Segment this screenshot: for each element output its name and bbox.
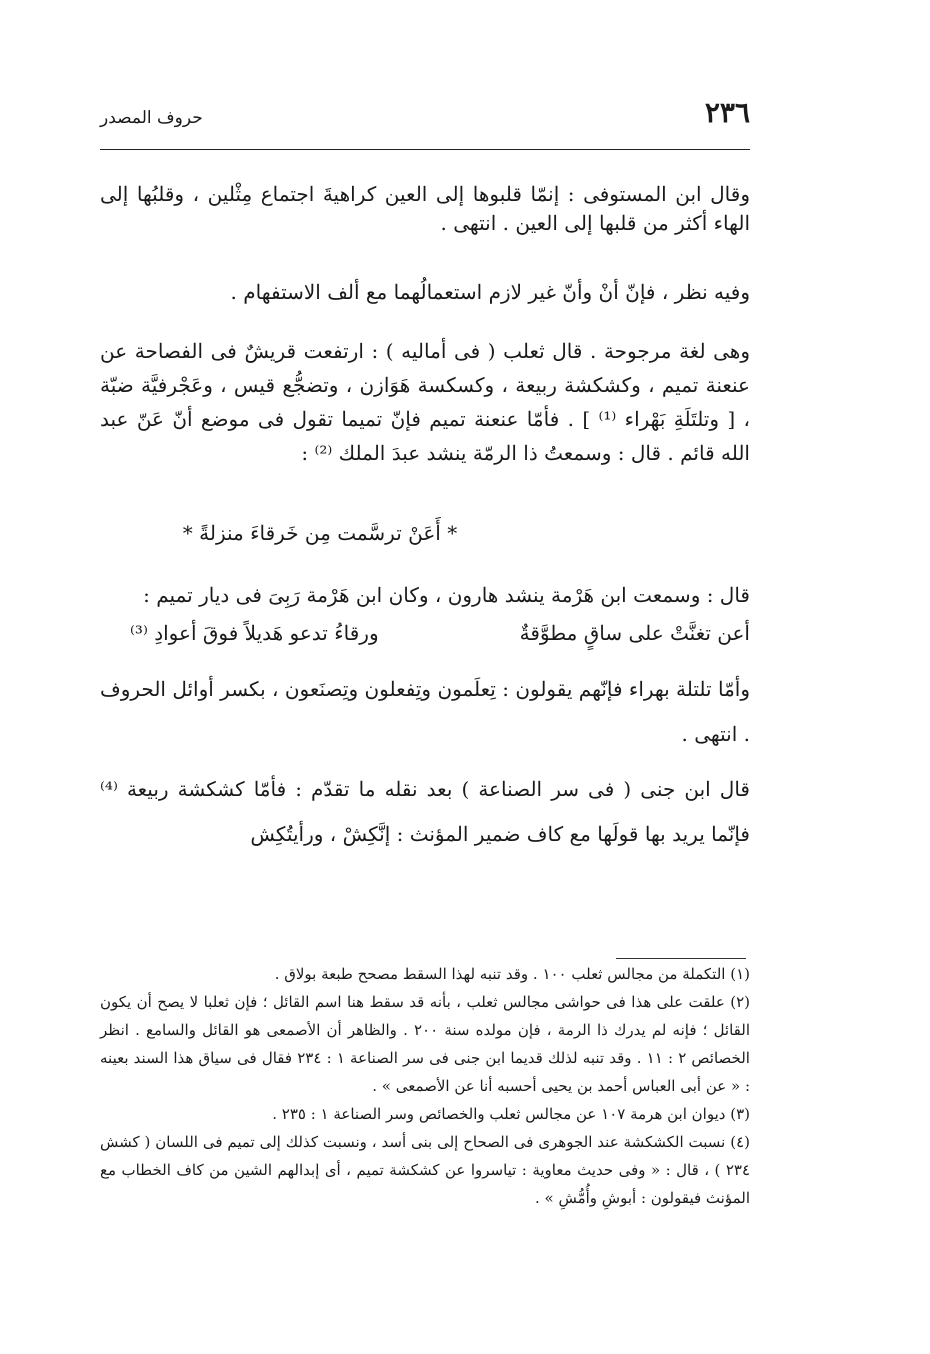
paragraph-4: قال : وسمعت ابن هَرْمة ينشد هارون ، وكان ابن هَرْمة رَبِىَ فى ديار تميم : xyxy=(143,583,750,607)
main-text xyxy=(100,180,750,853)
paragraph-5: وأمّا تلتلة بهراء فإنّهم يقولون : تِعلَمون وتِفعلون وتِصنَعون ، بكسر أوائل الحروف . انتهى . xyxy=(99,677,750,746)
paragraph-1: وقال ابن المستوفى : إنمّا قلبوها إلى العين كراهيةَ اجتماع مِثْلين ، وقلبُها إلى الهاء أكثر من قلبها إلى العين . انتهى . xyxy=(100,182,750,235)
running-title: حروف المصدر xyxy=(100,108,203,128)
page-number: ٢٣٦ xyxy=(704,96,750,129)
header-rule xyxy=(100,149,750,150)
verse-hemistich: * أَعَنْ ترسَّمت مِن خَرقاءَ منزلةً * xyxy=(182,521,458,545)
verse-couplet xyxy=(100,613,750,653)
footnote-3: (٣) ديوان ابن هرمة ١٠٧ عن مجالس ثعلب والخصائص وسر الصناعة ١ : ٢٣٥ . xyxy=(272,1105,750,1123)
couplet-second-hemistich: ورقاءُ تدعو هَديلاً فوقَ أعوادِ ⁽³⁾ xyxy=(130,621,379,645)
paragraph-6: قال ابن جنى ( فى سر الصناعة ) بعد نقله ما تقدّم : فأمّا كشكشة ربيعة ⁽⁴⁾ فإنّما يريد بها قولَها مع كاف ضمير المؤنث : إنَّكِشْ ، ورأيتُكِش xyxy=(100,777,750,846)
footnote-2: (٢) علقت على هذا فى حواشى مجالس ثعلب ، بأنه قد سقط هنا اسم القائل ؛ فإن ثعلبا لا يصح أن يكون القائل ؛ فإنه لم يدرك ذا الرمة ، فإن مولده سنة ٢٠٠ . والظاهر أن الأصمعى هو القائل والسامع . انظر الخصائص ٢ : ١١ . وقد تنبه لذلك قديما ابن جنى فى سر الصناعة ١ : ٢٣٤ فقال فى سياق هذا السند بعينه : « عن أبى العباس أحمد بن يحيى أحسبه أنا عن الأصمعى » . xyxy=(100,993,750,1095)
paragraph-3: وهى لغة مرجوحة . قال ثعلب ( فى أماليه ) : ارتفعت قريشٌ فى الفصاحة عن عنعنة تميم ، وكشكشة ربيعة ، وكسكسة هَوَازن ، وتضجُّع قيس ، وعَجْرفيَّة ضبّة ، [ وتلتَلَةِ بَهْراء ⁽¹⁾ ] . فأمّا عنعنة تميم فإنّ تميما تقول فى موضع أنّ عَنّ عبد الله قائم . قال : وسمعتُ ذا الرمّة ينشد عبدَ الملك ⁽²⁾ : xyxy=(100,339,750,465)
paragraph-2: وفيه نظر ، فإنّ أنْ وأنّ غير لازم استعمالُهما مع ألف الاستفهام . xyxy=(230,280,750,304)
footnote-4: (٤) نسبت الكشكشة عند الجوهرى فى الصحاح إلى بنى أسد ، ونسبت كذلك إلى تميم فى اللسان ( كشش ٢٣٤ ) ، قال : « وفى حديث معاوية : تياسروا عن كشكشة تميم ، أى إبدالهم الشين من كاف الخطاب مع المؤنث فيقولون : أبوشِ وأُمُّشِ » . xyxy=(100,1133,750,1207)
footnote-1: (١) التكملة من مجالس ثعلب ١٠٠ . وقد تنبه لهذا السقط مصحح طبعة بولاق . xyxy=(274,965,750,983)
footnotes xyxy=(100,960,750,1212)
couplet-first-hemistich: أعن تغنَّتْ على ساقٍ مطوَّقةٌ xyxy=(519,621,750,645)
footnote-rule xyxy=(616,958,746,959)
page-header xyxy=(100,96,750,148)
